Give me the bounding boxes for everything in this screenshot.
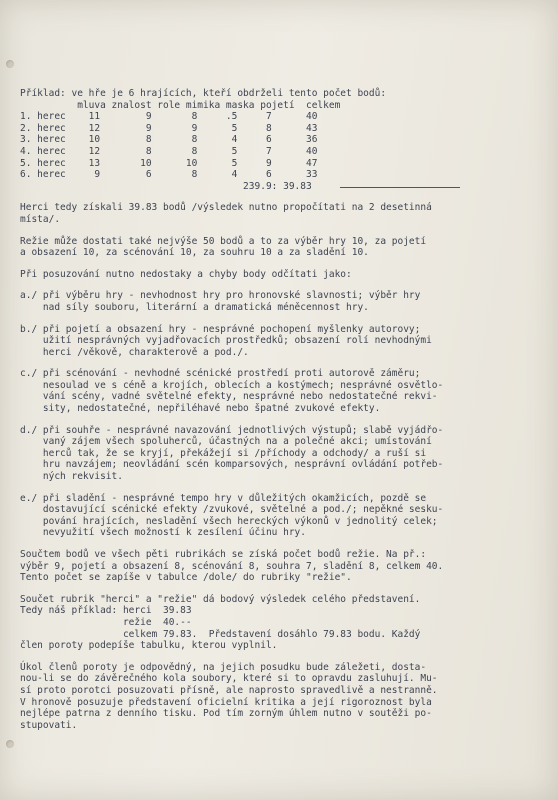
item-b-line: herci /věkově, charakterově a pod./. bbox=[20, 346, 249, 358]
paragraph-line: nejlépe patrna z denního tisku. Pod tím zorným úhlem nutno v soutěži po- bbox=[20, 708, 432, 720]
paragraph-line: člen poroty podepíše tabulku, kterou vyplnil. bbox=[20, 640, 278, 652]
paragraph-line: Součtem bodů ve všech pěti rubrikách se získá počet bodů režie. Na př.: bbox=[20, 549, 427, 560]
item-d-line: d./ při souhře - nesprávné navazování jednotlivých výstupů; slabě vyjádřo- bbox=[20, 424, 444, 436]
paragraph-line: Režie může dostati také nejvýše 50 bodů a to za výběr hry 10, za pojetí bbox=[20, 235, 427, 247]
item-c-line: vání scény, vadné světelné efekty, nesprávné nebo nedostatečné rekvi- bbox=[20, 391, 438, 403]
item-c-line: c./ při scénování - nevhodné scénické prostředí proti autorově záměru; bbox=[20, 368, 421, 380]
item-d-line: hru navzájem; neovládání scén komparsových, nesprávní ovládání potřeb- bbox=[20, 459, 444, 471]
table-row: 6. herec 9 6 8 4 6 33 bbox=[20, 169, 318, 181]
paragraph-line: režie 40.-- bbox=[20, 616, 192, 628]
table-row: 4. herec 12 8 8 5 7 40 bbox=[20, 145, 318, 157]
typewritten-text bbox=[20, 88, 550, 731]
paragraph-line: Úkol členů poroty je odpovědný, na jejich posudku bude záležeti, dosta- bbox=[20, 661, 427, 673]
paragraph-line: sí proto porotci posuzovati přísně, ale naprosto spravedlivě a nestranně. bbox=[20, 684, 438, 696]
example-intro: Příklad: ve hře je 6 hrajících, kteří obdrželi tento počet bodů: bbox=[20, 88, 387, 99]
item-d-line: ných rekvisit. bbox=[20, 471, 123, 483]
item-e-line: nevyužití všech možností k zesílení účinu hry. bbox=[20, 527, 306, 539]
paragraph-line: stupovati. bbox=[20, 719, 78, 731]
item-e-line: e./ při sladění - nesprávné tempo hry v důležitých okamžicích, pozdě se bbox=[20, 492, 427, 504]
paragraph-line: a obsazení 10, za scénování 10, za souhru 10 a za sladění 10. bbox=[20, 247, 369, 259]
item-c-line: nesoulad ve s céně a krojích, oblecích a kostýmech; nesprávné osvětlo- bbox=[20, 379, 444, 391]
paragraph-line: místa/. bbox=[20, 213, 61, 225]
table-row: 3. herec 10 8 8 4 6 36 bbox=[20, 134, 318, 146]
paragraph-line: Tedy náš příklad: herci 39.83 bbox=[20, 605, 192, 617]
punch-hole bbox=[6, 60, 14, 68]
sum-line: 239.9: 39.83 bbox=[20, 180, 312, 192]
sum-underline bbox=[340, 187, 460, 188]
paragraph-line: celkem 79.83. Představení dosáhlo 79.83 bodu. Každý bbox=[20, 628, 421, 640]
item-a-line: a./ při výběru hry - nevhodnost hry pro hronovské slavnosti; výběr hry bbox=[20, 290, 421, 302]
item-e-line: dostavující scénické efekty /zvukové, světelné a pod./; nepěkné sesku- bbox=[20, 504, 444, 516]
table-row: 5. herec 13 10 10 5 9 47 bbox=[20, 157, 318, 169]
paragraph-line: Tento počet se zapíše v tabulce /dole/ do rubriky "režie". bbox=[20, 572, 352, 584]
paragraph-line: Při posuzování nutno nedostaky a chyby body odčítati jako: bbox=[20, 268, 352, 280]
table-header: mluva znalost role mimika maska pojetí celkem bbox=[20, 99, 341, 111]
paragraph-line: V hronově posuzuje představení oficielní kritika a její rigoroznost byla bbox=[20, 696, 432, 708]
punch-hole bbox=[6, 740, 14, 748]
table-row: 1. herec 11 9 8 .5 7 40 bbox=[20, 111, 318, 123]
paragraph-line: výběr 9, pojetí a obsazení 8, scénování 8, souhra 7, sladění 8, celkem 40. bbox=[20, 560, 444, 572]
item-d-line: vaný zájem všech spoluherců, účastných na a polečné akci; umístování bbox=[20, 436, 432, 448]
paragraph-line: nou-li se do závěrečného kola soubory, které si to opravdu zasluhují. Mu- bbox=[20, 673, 438, 685]
item-b-line: užití nesprávných vyjadřovacích prostředků; obsazení rolí nevhodnými bbox=[20, 335, 432, 347]
item-a-line: nad síly souboru, literární a dramatická méněcennost hry. bbox=[20, 301, 369, 313]
item-c-line: sity, nedostatečné, nepřiléhavé nebo špatné zvukové efekty. bbox=[20, 403, 381, 415]
item-b-line: b./ při pojetí a obsazení hry - nesprávné pochopení myšlenky autorovy; bbox=[20, 323, 421, 335]
paragraph-line: Součet rubrik "herci" a "režie" dá bodový výsledek celého představení. bbox=[20, 593, 421, 605]
item-d-line: herců tak, že se kryjí, překážejí si /příchody a odchody/ a ruší si bbox=[20, 447, 427, 459]
table-row: 2. herec 12 9 9 5 8 43 bbox=[20, 122, 318, 134]
item-e-line: pování hrajících, nesladění všech hereckých výkonů v jednolitý celek; bbox=[20, 515, 438, 527]
paragraph-line: Herci tedy získali 39.83 bodů /výsledek nutno propočítati na 2 desetinná bbox=[20, 202, 432, 214]
